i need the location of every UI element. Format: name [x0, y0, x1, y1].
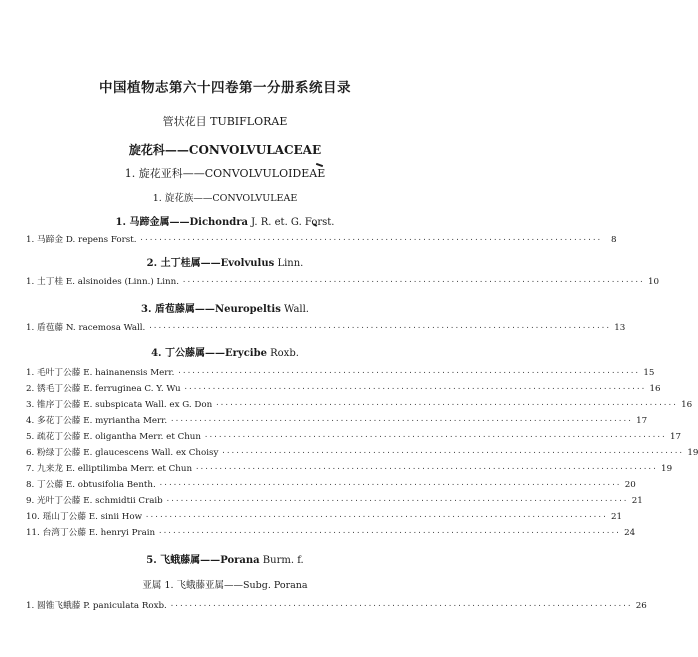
genus-heading: 3. 盾苞藤属——Neuropeltis Wall. — [141, 304, 309, 315]
leader-dots: ·································································································· — [204, 433, 667, 441]
genus-heading: 2. 土丁桂属——Evolvulus Linn. — [146, 258, 304, 269]
toc-entry[interactable]: 7. 九来龙 E. elliptilimba Merr. et Chun ·································································································· 19 — [26, 464, 673, 474]
genus-heading: 1. 马蹄金属——Dichondra J. R. et. G. Forst. — [115, 217, 335, 228]
toc-entry[interactable]: 11. 台湾丁公藤 E. henryi Prain ·································································································· 24 — [26, 528, 636, 538]
page-number: 21 — [631, 496, 643, 506]
genus-heading: 5. 飞蛾藤属——Porana Burm. f. — [146, 555, 304, 566]
leader-dots: ·································································································· — [183, 385, 646, 393]
tribe-heading: 1. 旋花族——CONVOLVULEAE — [152, 193, 298, 204]
toc-entry[interactable]: 1. 土丁桂 E. alsinoides (Linn.) Linn. ·································································································· 10 — [26, 277, 660, 287]
leader-dots: ·································································································· — [195, 465, 658, 473]
leader-dots: ·································································································· — [148, 324, 611, 332]
toc-entry[interactable]: 1. 圆锥飞蛾藤 P. paniculata Roxb. ·································································································· 26 — [26, 601, 647, 611]
leader-dots: ·································································································· — [145, 513, 608, 521]
page-number: 8 — [611, 235, 617, 245]
leader-dots: ·································································································· — [158, 529, 621, 537]
leader-dots: ·································································································· — [215, 401, 678, 409]
page-number: 24 — [624, 528, 636, 538]
page-number: 13 — [614, 323, 626, 333]
toc-entry[interactable]: 6. 粉绿丁公藤 E. glaucescens Wall. ex Choisy ·································································································· 19 — [26, 448, 698, 458]
leader-dots: ·································································································· — [165, 497, 628, 505]
toc-entry[interactable]: 4. 多花丁公藤 E. myriantha Merr. ·································································································· 17 — [26, 416, 648, 426]
page-number: 16 — [681, 400, 693, 410]
toc-entry[interactable]: 8. 丁公藤 E. obtusifolia Benth. ·································································································· 20 — [26, 480, 636, 490]
page-number: 17 — [669, 432, 682, 442]
subgenus-heading: 亚属 1. 飞蛾藤亚属——Subg. Porana — [142, 580, 308, 591]
leader-dots: ·································································································· — [158, 481, 621, 489]
subfamily-heading: 1. 旋花亚科——CONVOLVULOIDEAE — [124, 167, 326, 180]
toc-entry[interactable]: 5. 疏花丁公藤 E. oligantha Merr. et Chun ·································································································· 17 — [26, 432, 682, 442]
order-heading: 管状花目 TUBIFLORAE — [162, 115, 288, 128]
page-number: 19 — [661, 464, 673, 474]
toc-entry[interactable]: 1. 盾苞藤 N. racemosa Wall. ·································································································· 13 — [26, 323, 626, 333]
page-number: 19 — [687, 448, 698, 458]
toc-entry[interactable]: 10. 瑶山丁公藤 E. sinii How ·································································································· 21 — [26, 512, 623, 522]
toc-entry[interactable]: 2. 锈毛丁公藤 E. ferruginea C. Y. Wu ·································································································· 16 — [26, 384, 661, 394]
page-number: 17 — [636, 416, 648, 426]
leader-dots: ·································································································· — [169, 602, 632, 610]
page-number: 26 — [635, 601, 647, 611]
family-heading: 旋花科——CONVOLVULACEAE — [128, 143, 322, 157]
leader-dots: ·································································································· — [177, 369, 640, 377]
leader-dots: ·································································································· — [182, 278, 645, 286]
genus-heading: 4. 丁公藤属——Erycibe Roxb. — [151, 348, 299, 359]
page-number: 20 — [624, 480, 636, 490]
page-number: 10 — [647, 277, 660, 287]
leader-dots: ·································································································· — [139, 236, 602, 244]
page-number: 21 — [611, 512, 623, 522]
page-number: 15 — [643, 368, 655, 378]
page-number: 16 — [649, 384, 661, 394]
page-title: 中国植物志第六十四卷第一分册系统目录 — [99, 80, 351, 96]
toc-entry[interactable]: 1. 毛叶丁公藤 E. hainanensis Merr. ·································································································· 15 — [26, 368, 655, 378]
leader-dots: ·································································································· — [170, 417, 633, 425]
toc-entry[interactable]: 1. 马蹄金 D. repens Forst. ·································································································· 8 — [26, 235, 617, 245]
toc-entry[interactable]: 9. 光叶丁公藤 E. schmidtii Craib ·································································································· 21 — [26, 496, 643, 506]
leader-dots: ·································································································· — [221, 449, 684, 457]
toc-entry[interactable]: 3. 锥序丁公藤 E. subspicata Wall. ex G. Don ·································································································· 16 — [26, 400, 693, 410]
